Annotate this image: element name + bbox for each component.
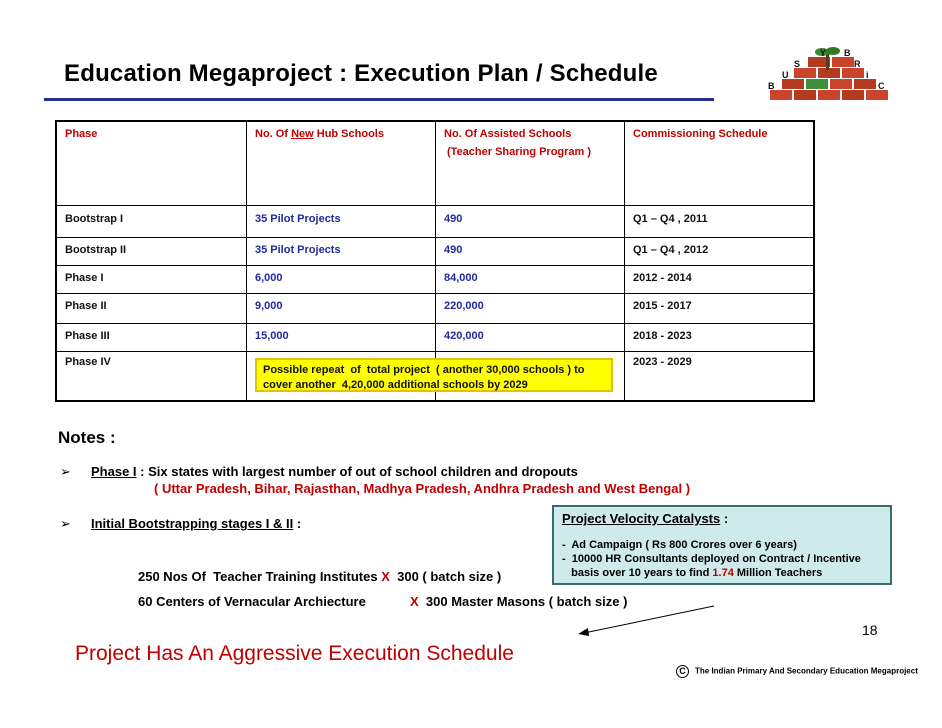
vernacular-text: 60 Centers of Vernacular Archiecture <box>138 594 366 609</box>
copyright-line <box>676 665 918 678</box>
row-phase: Phase IV <box>65 356 111 368</box>
table-row <box>57 352 813 402</box>
table-row <box>57 266 813 294</box>
page-title: Education Megaproject : Execution Plan / Schedule <box>64 60 658 87</box>
teacher-institutes-line <box>138 569 501 584</box>
highlight-note <box>255 358 613 392</box>
header-assisted-schools: No. Of Assisted Schools <box>444 128 572 140</box>
highlight-note-line: cover another 4,20,000 additional schools by 2029 <box>263 379 528 391</box>
logo-letter: R <box>854 59 861 69</box>
pointer-arrow <box>570 600 720 640</box>
bullet-icon: ➢ <box>60 464 71 479</box>
table-row <box>57 324 813 352</box>
phase1-note <box>91 464 578 479</box>
row-schedule: Q1 – Q4 , 2012 <box>633 244 709 256</box>
bootstrap-label: Initial Bootstrapping stages I & II <box>91 516 294 531</box>
bootstrap-note <box>91 516 301 531</box>
catalyst-item-text: basis over 10 years to find <box>562 567 713 579</box>
catalyst-heading-colon: : <box>720 511 729 526</box>
velocity-catalysts-box <box>552 505 892 585</box>
header-hub-new: New <box>291 128 314 140</box>
row-schedule: 2012 - 2014 <box>633 272 692 284</box>
row-phase: Phase III <box>65 330 110 342</box>
brick-tree-logo <box>762 46 912 108</box>
catalyst-item: - 10000 HR Consultants deployed on Contract / Incentive <box>562 553 861 565</box>
logo-letter: B <box>768 81 775 91</box>
row-schedule: 2015 - 2017 <box>633 300 692 312</box>
footer-title: Project Has An Aggressive Execution Schedule <box>75 642 514 665</box>
row-assisted-schools: 220,000 <box>444 300 484 312</box>
row-assisted-schools: 420,000 <box>444 330 484 342</box>
logo-letter: C <box>878 81 885 91</box>
header-assisted-subtitle: (Teacher Sharing Program ) <box>447 146 592 158</box>
title-underline <box>44 98 714 101</box>
teacher-count-highlight: 1.74 <box>712 567 734 579</box>
logo-letter: i <box>866 70 869 80</box>
row-phase: Bootstrap II <box>65 244 127 256</box>
row-hub-schools: 9,000 <box>255 300 283 312</box>
catalyst-item-text: Million Teachers <box>733 567 823 579</box>
row-hub-schools: 6,000 <box>255 272 283 284</box>
phase1-states: ( Uttar Pradesh, Bihar, Rajasthan, Madhya Pradesh, Andhra Pradesh and West Bengal ) <box>154 481 691 496</box>
copyright-text: The Indian Primary And Secondary Education Megaproject <box>695 666 918 676</box>
header-phase: Phase <box>65 128 98 140</box>
row-assisted-schools: 490 <box>444 213 463 225</box>
phase1-text: : Six states with largest number of out of school children and dropouts <box>136 464 578 479</box>
catalyst-item <box>562 566 882 580</box>
table-row <box>57 238 813 266</box>
header-hub-prefix: No. Of <box>255 128 292 140</box>
header-hub-suffix: Hub Schools <box>313 128 384 140</box>
catalyst-heading <box>562 511 882 526</box>
masons-batch: 300 Master Masons ( batch size ) <box>418 594 628 609</box>
table-row <box>57 294 813 324</box>
logo-letter: Y <box>820 48 827 58</box>
row-phase: Phase II <box>65 300 107 312</box>
row-hub-schools: 35 Pilot Projects <box>255 213 341 225</box>
row-hub-schools: 35 Pilot Projects <box>255 244 341 256</box>
row-schedule: 2023 - 2029 <box>633 356 692 368</box>
row-schedule: 2018 - 2023 <box>633 330 692 342</box>
logo-letter: S <box>794 59 801 69</box>
row-hub-schools: 15,000 <box>255 330 289 342</box>
row-schedule: Q1 – Q4 , 2011 <box>633 213 708 225</box>
notes-heading: Notes : <box>58 428 116 447</box>
copyright-icon: C <box>676 665 689 678</box>
vernacular-line <box>138 594 366 609</box>
catalyst-item: - Ad Campaign ( Rs 800 Crores over 6 years) <box>562 539 797 551</box>
row-assisted-schools: 84,000 <box>444 272 478 284</box>
row-phase: Phase I <box>65 272 104 284</box>
phase1-label: Phase I <box>91 464 137 479</box>
row-assisted-schools: 490 <box>444 244 463 256</box>
table-header-row <box>57 122 813 206</box>
header-hub-schools <box>255 128 384 140</box>
institutes-text: 250 Nos Of Teacher Training Institutes <box>138 569 382 584</box>
institutes-batch: 300 ( batch size ) <box>389 569 502 584</box>
logo-letter: B <box>844 48 851 58</box>
table-row <box>57 206 813 238</box>
highlight-note-line: Possible repeat of total project ( another 30,000 schools ) to <box>263 364 585 376</box>
page-number: 18 <box>862 622 878 638</box>
schedule-table <box>55 120 815 402</box>
catalyst-heading-text: Project Velocity Catalysts <box>562 511 721 526</box>
row-phase: Bootstrap I <box>65 213 124 225</box>
multiply-sign: X <box>381 569 390 584</box>
logo-letter: U <box>782 70 789 80</box>
bootstrap-colon: : <box>293 516 302 531</box>
bullet-icon: ➢ <box>60 516 71 531</box>
header-schedule: Commissioning Schedule <box>633 128 768 140</box>
multiply-sign: X <box>410 594 419 609</box>
